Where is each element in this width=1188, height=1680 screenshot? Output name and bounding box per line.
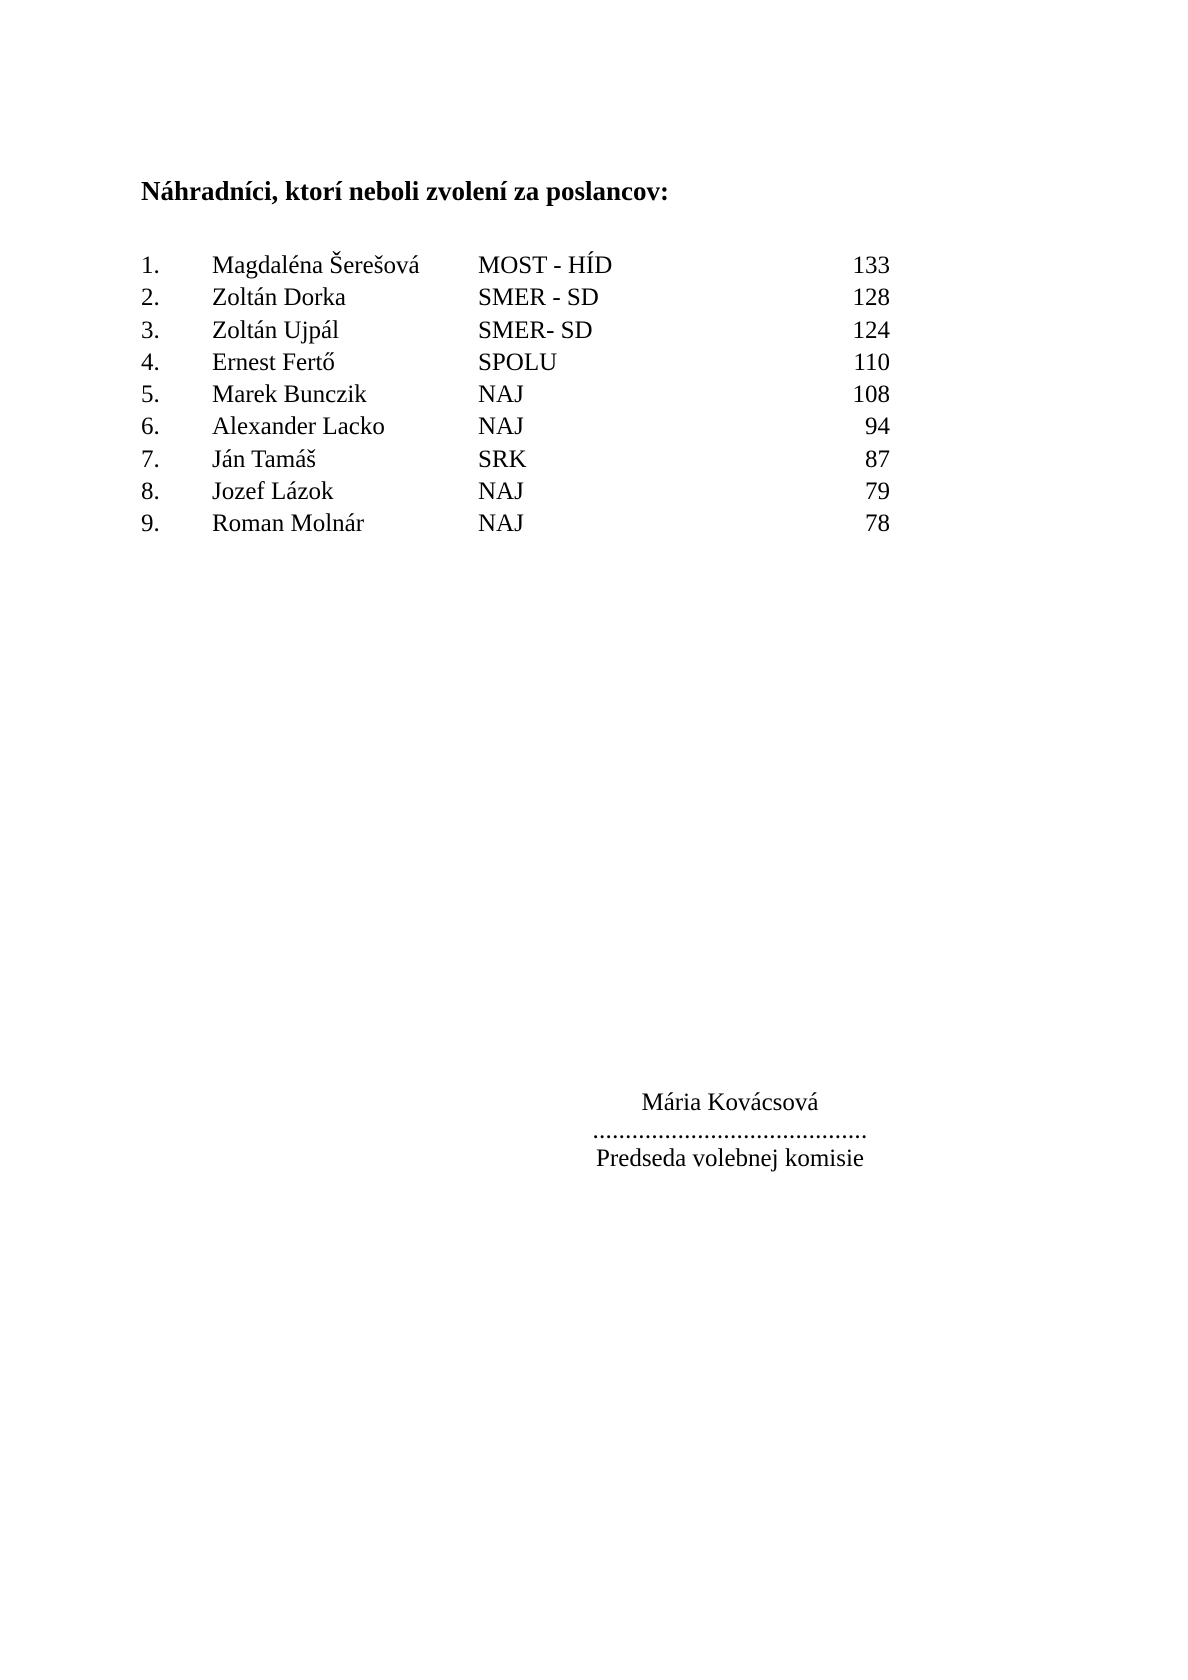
document-title: Náhradníci, ktorí neboli zvolení za poslancov: (141, 176, 670, 206)
vote-count: 110 (853, 348, 890, 376)
candidate-name: Marek Bunczik (212, 381, 367, 409)
row-number: 7. (141, 445, 160, 473)
vote-count: 94 (865, 413, 890, 441)
row-number: 4. (141, 348, 160, 376)
signatory-role: Predseda volebnej komisie (596, 1145, 864, 1172)
row-number: 3. (141, 316, 160, 344)
vote-count: 133 (852, 252, 890, 279)
substitutes-list (0, 250, 1188, 541)
list-item (0, 444, 1188, 476)
list-item (0, 411, 1188, 443)
party-name: NAJ (478, 413, 524, 441)
vote-count: 108 (852, 381, 890, 409)
party-name: SMER- SD (478, 316, 593, 344)
party-name: SPOLU (478, 348, 558, 376)
candidate-name: Ernest Fertő (212, 348, 335, 376)
party-name: SMER - SD (478, 284, 599, 312)
list-item (0, 250, 1188, 282)
vote-count: 78 (865, 510, 890, 538)
candidate-name: Roman Molnár (212, 510, 365, 538)
row-number: 9. (141, 510, 160, 538)
party-name: MOST - HÍD (478, 252, 613, 279)
signature-block (540, 1086, 920, 1176)
vote-count: 87 (865, 445, 890, 473)
row-number: 2. (141, 284, 160, 312)
row-number: 5. (141, 381, 160, 409)
row-number: 1. (141, 252, 160, 279)
party-name: SRK (478, 445, 527, 473)
candidate-name: Zoltán Dorka (212, 284, 346, 312)
list-item (0, 379, 1188, 411)
vote-count: 79 (865, 478, 890, 506)
vote-count: 124 (852, 316, 890, 344)
party-name: NAJ (478, 381, 524, 409)
candidate-name: Ján Tamáš (212, 445, 317, 473)
vote-count: 128 (852, 284, 890, 312)
signature-line: .......................................... (592, 1117, 868, 1144)
row-number: 8. (141, 478, 160, 506)
list-item (0, 508, 1188, 540)
row-number: 6. (141, 413, 160, 441)
candidate-name: Jozef Lázok (212, 478, 334, 506)
list-item (0, 347, 1188, 379)
signatory-name: Mária Kovácsová (641, 1089, 819, 1116)
list-item (0, 315, 1188, 347)
candidate-name: Zoltán Ujpál (212, 316, 340, 344)
party-name: NAJ (478, 510, 524, 538)
candidate-name: Magdaléna Šerešová (212, 252, 420, 279)
candidate-name: Alexander Lacko (212, 413, 385, 441)
party-name: NAJ (478, 478, 524, 506)
list-item (0, 282, 1188, 314)
list-item (0, 476, 1188, 508)
